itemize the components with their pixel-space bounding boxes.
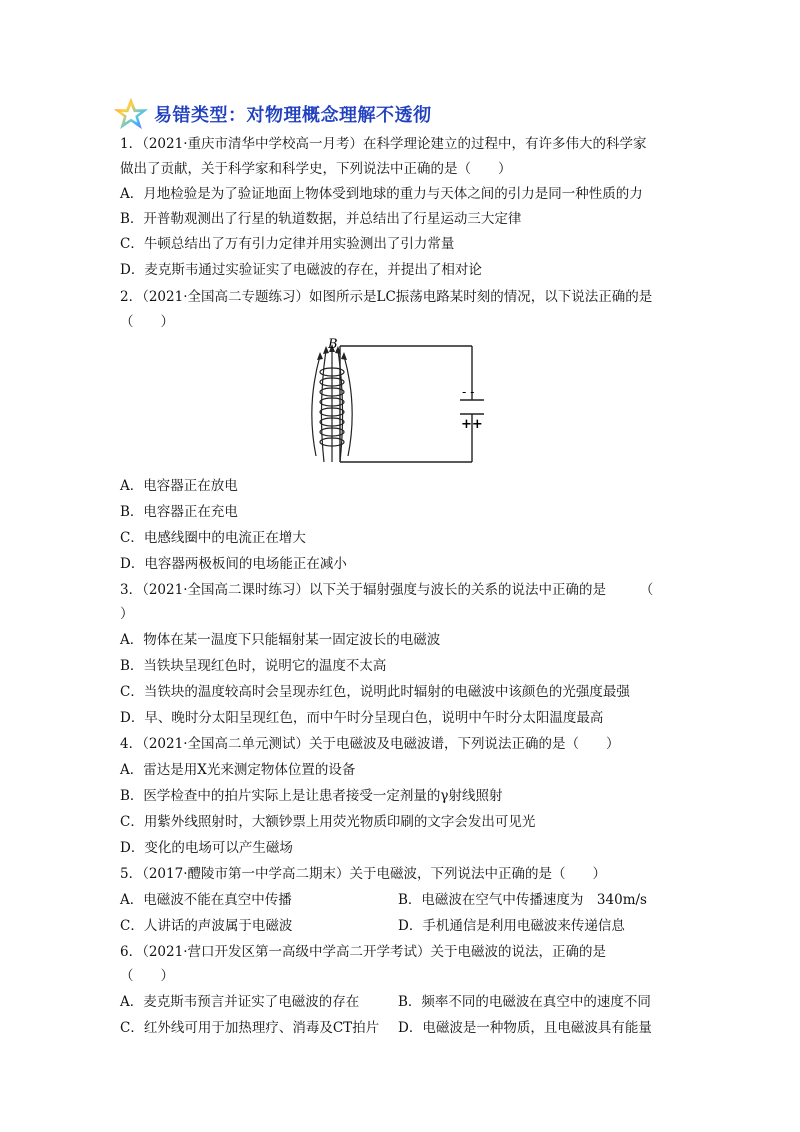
q1-option-c: C．牛顿总结出了万有引力定律并用实验测出了引力常量 (120, 236, 455, 252)
q1-option-a: A．月地检验是为了验证地面上物体受到地球的重力与天体之间的引力是同一种性质的力 (120, 186, 643, 202)
inductor-coil (312, 348, 352, 462)
q3-option-a: A．物体在某一温度下只能辐射某一固定波长的电磁波 (120, 632, 441, 648)
q4-option-c: C．用紫外线照射时，大额钞票上用荧光物质印刷的文字会发出可见光 (120, 814, 536, 830)
q3-option-b: B．当铁块呈现红色时，说明它的温度不太高 (120, 658, 387, 674)
q5-option-c: C．人讲话的声波属于电磁波 (120, 918, 293, 934)
section-title: 易错类型：对物理概念理解不透彻 (154, 105, 432, 126)
q2-option-d: D．电容器两极板间的电场能正在减小 (120, 556, 347, 572)
q4-option-b: B．医学检查中的拍片实际上是让患者接受一定剂量的γ射线照射 (120, 788, 503, 804)
q6-option-d: D．电磁波是一种物质，且电磁波具有能量 (398, 1020, 652, 1036)
q1-stem-line2: 做出了贡献，关于科学家和科学史，下列说法中正确的是（ ） (120, 161, 512, 177)
q5-option-d: D．手机通信是利用电磁波来传递信息 (398, 918, 625, 934)
q3-option-d: D．早、晚时分太阳呈现红色，而中午时分呈现白色，说明中午时分太阳温度最高 (120, 710, 604, 726)
q6-stem-line2: （ ） (120, 968, 174, 984)
q6-stem-line1: 6．（2021·营口开发区第一高级中学高二开学考试）关于电磁波的说法，正确的是 (120, 944, 606, 960)
q2-option-c: C．电感线圈中的电流正在增大 (120, 530, 306, 546)
magnetic-field-label: B (328, 337, 338, 352)
q5-option-b: B．电磁波在空气中传播速度为 340m/s (398, 892, 647, 908)
q4-stem-line1: 4．（2021·全国高二单元测试）关于电磁波及电磁波谱，下列说法正确的是（ ） (120, 736, 620, 752)
q5-option-a: A．电磁波不能在真空中传播 (120, 892, 292, 908)
q4-option-d: D．变化的电场可以产生磁场 (120, 840, 293, 856)
plate-bottom-sign: ++ (461, 417, 483, 432)
q6-option-c: C．红外线可用于加热理疗、消毒及CT拍片 (120, 1020, 380, 1036)
q6-option-a: A．麦克斯韦预言并证实了电磁波的存在 (120, 994, 360, 1010)
section-header (112, 96, 432, 132)
q4-option-a: A．雷达是用X光来测定物体位置的设备 (120, 762, 356, 778)
star-icon (112, 96, 150, 132)
q3-stem-line1: 3．（2021·全国高二课时练习）以下关于辐射强度与波长的关系的说法中正确的是 （ (120, 582, 654, 598)
q3-option-c: C．当铁块的温度较高时会呈现赤红色，说明此时辐射的电磁波中该颜色的光强度最强 (120, 684, 630, 700)
q2-option-b: B．电容器正在充电 (120, 504, 238, 520)
plate-top-sign: - - (462, 385, 475, 399)
q2-stem-line1: 2．（2021·全国高二专题练习）如图所示是LC振荡电路某时刻的情况，以下说法正确的是 (120, 289, 653, 305)
q3-stem-line2: ） (120, 606, 134, 622)
q2-stem-line2: （ ） (120, 314, 174, 330)
q5-stem-line1: 5．（2017·醴陵市第一中学高二期末）关于电磁波，下列说法中正确的是（ ） (120, 866, 606, 882)
q1-stem-line1: 1．（2021·重庆市清华中学校高一月考）在科学理论建立的过程中，有许多伟大的科学家 (120, 136, 647, 152)
q1-option-d: D．麦克斯韦通过实验证实了电磁波的存在，并提出了相对论 (120, 262, 482, 278)
lc-circuit-diagram (300, 336, 500, 470)
q2-option-a: A．电容器正在放电 (120, 478, 238, 494)
q1-option-b: B．开普勒观测出了行星的轨道数据，并总结出了行星运动三大定律 (120, 211, 522, 227)
q6-option-b: B．频率不同的电磁波在真空中的速度不同 (398, 994, 651, 1010)
